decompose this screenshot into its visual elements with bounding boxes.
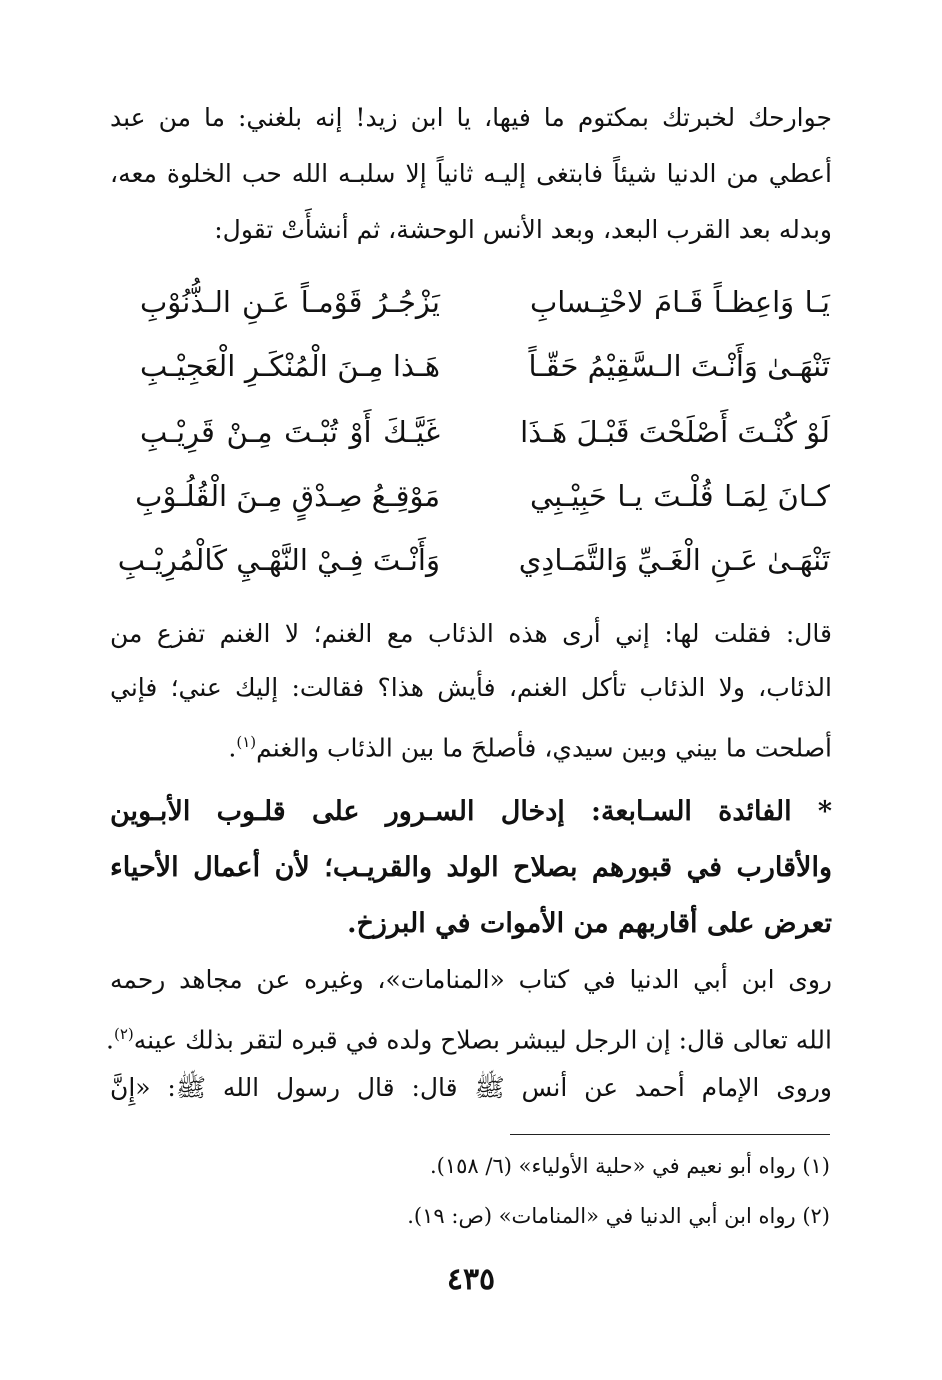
verse-second-hemistich: غَيَّـكَ أَوْ تُبْـتَ مِـنْ قَرِيْـبِ xyxy=(140,415,440,449)
paragraph-line: جوارحك لخبرتك بمكتوم ما فيها، يا ابن زيد! إنه بلغني: ما من عبد xyxy=(110,103,832,132)
paragraph-line: الذئاب، ولا الذئاب تأكل الغنم، فأيش هذا؟ فقالت: إليك عني؛ فإني xyxy=(110,673,832,702)
footnote-ref: (١) xyxy=(236,733,257,751)
verse-second-hemistich: يَزْجُـرُ قَوْمـاً عَـنِ الـذُّنُوْبِ xyxy=(140,285,440,319)
paragraph-line: وبدله بعد القرب البعد، وبعد الأنس الوحشة، ثم أنشأَتْ تقول: xyxy=(214,215,832,244)
verse-first-hemistich: تَنْهَـىٰ وَأَنْـتَ الـسَّقِيْمُ حَقّـاً xyxy=(528,349,830,383)
paragraph-line: الله تعالى قال: إن الرجل ليبشر بصلاح ولده في قبره لتقر بذلك عينه$^{(٢)}$. xyxy=(106,1025,832,1055)
footnote: (١) رواه أبو نعيم في «حلية الأولياء» (٦/ ١٥٨). xyxy=(429,1154,830,1178)
heading-line: * الفائدة السـابعة: إدخال السـرور على قلـوب الأبـوين xyxy=(110,796,832,827)
verse-first-hemistich: يَـا وَاعِظـاً قَـامَ لاحْتِـسابِ xyxy=(530,285,830,319)
verse-first-hemistich: كـانَ لِمَـا قُلْـتَ يـا حَبِيْـبِي xyxy=(530,479,830,513)
paragraph-line: أعطي من الدنيا شيئاً فابتغى إليـه ثانياً إلا سلبـه الله حب الخلوة معه، xyxy=(110,159,832,188)
paragraph-line: قال: فقلت لها: إني أرى هذه الذئاب مع الغنم؛ لا الغنم تفزع من xyxy=(110,619,832,648)
paragraph-line: أصلحت ما بيني وبين سيدي، فأصلحَ ما بين الذئاب والغنم$^{(١)}$. xyxy=(228,733,832,763)
verse-second-hemistich: وَأَنْـتَ فِـيْ النَّهْـيِ كَالْمُرِيْـبِ xyxy=(117,543,440,577)
paragraph-line: روى ابن أبي الدنيا في كتاب «المنامات»، وغيره عن مجاهد رحمه xyxy=(110,965,832,994)
paragraph-line: وروى الإمام أحمد عن أنس ﷺ قال: قال رسول الله ﷺ: «إِنَّ xyxy=(110,1073,832,1102)
verse-second-hemistich: هَـذا مِـنَ الْمُنْكَـرِ الْعَجِيْـبِ xyxy=(140,349,440,383)
heading-line: والأقارب في قبورهم بصلاح الولد والقريـب؛ لأن أعمال الأحياء xyxy=(110,852,832,883)
verse-first-hemistich: تَنْهَـىٰ عَـنِ الْغَـيِّ وَالتَّمَـادِي xyxy=(518,543,830,577)
footnote-ref: (٢) xyxy=(113,1025,134,1043)
verse-second-hemistich: مَوْقِـعُ صِـدْقٍ مِـنَ الْقُلُـوْبِ xyxy=(135,479,440,513)
footnote-separator xyxy=(510,1134,830,1135)
footnote: (٢) رواه ابن أبي الدنيا في «المنامات» (ص: ١٩). xyxy=(407,1204,830,1228)
heading-line: تعرض على أقاربهم من الأموات في البرزخ. xyxy=(347,908,832,939)
page-number: ٤٣٥ xyxy=(446,1262,496,1297)
verse-first-hemistich: لَوْ كُنْـتَ أَصْلَحْتَ قَبْـلَ هَـذَا xyxy=(520,415,830,449)
